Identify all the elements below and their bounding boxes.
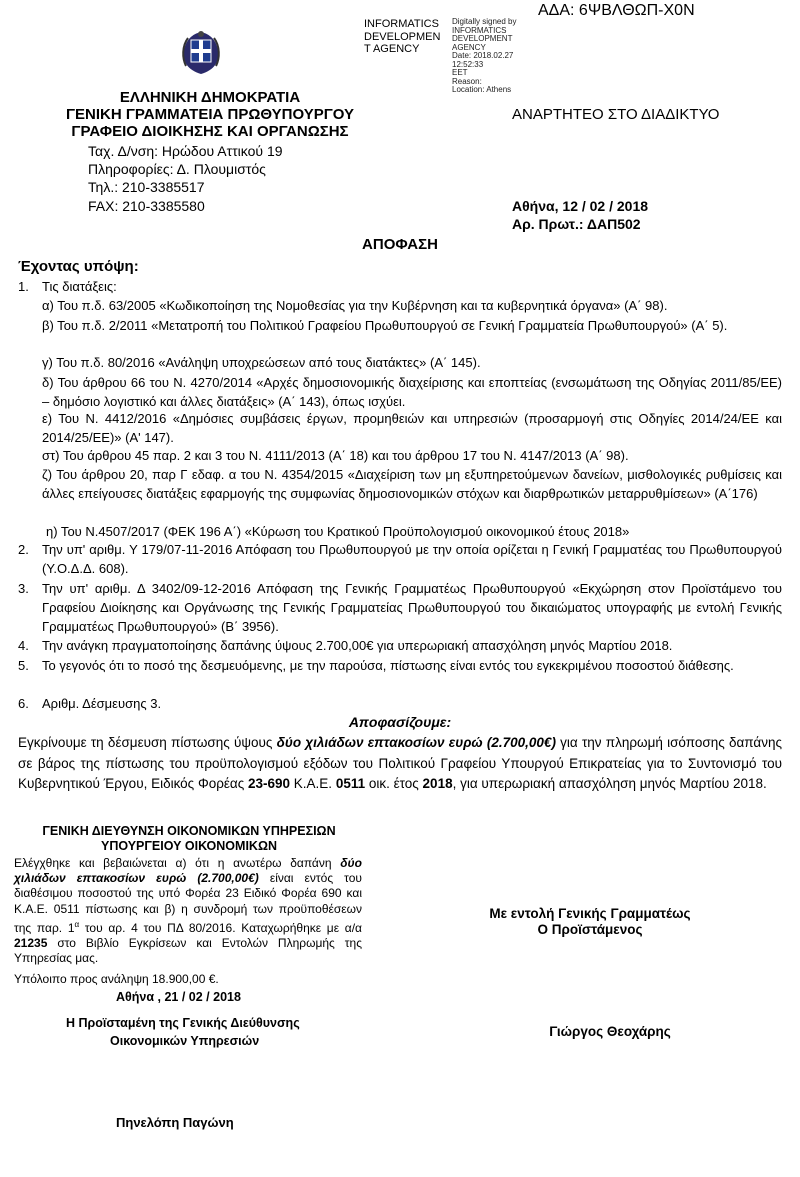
signature-details	[452, 18, 534, 95]
header-secretariat: ΓΕΝΙΚΗ ΓΡΑΜΜΑΤΕΙΑ ΠΡΩΘΥΠΟΥΡΓΟΥ	[66, 106, 354, 123]
decision-year: 2018	[422, 776, 453, 791]
decision-part: οικ. έτος	[365, 776, 423, 791]
finance-superscript: α	[74, 919, 80, 929]
remaining-balance: Υπόλοιπο προς ανάληψη 18.900,00 €.	[14, 972, 219, 986]
decision-text	[18, 733, 782, 795]
fax: FAX: 210-3385580	[88, 198, 205, 214]
sub-item-e: ε) Του Ν. 4412/2016 «Δημόσιες συμβάσεις έργων, προμηθειών και υπηρεσιών (προσαρμογή στις Οδηγίες 2014/24/ΕΕ και 2014/25/ΕΕ)» (Α' 147).	[42, 411, 782, 445]
item-text: Το γεγονός ότι το ποσό της δεσμευόμενης, με την παρούσα, πίστωσης είναι εντός του εγκεκριμένου ποσοστού διάθεσης.	[42, 658, 734, 673]
ada-number: ΑΔΑ: 6ΨΒΛΘΩΠ-Χ0Ν	[538, 2, 695, 19]
finance-verification-text	[14, 856, 362, 966]
decision-part: , για υπερωριακή απασχόληση μηνός Μαρτίου 2018.	[452, 776, 767, 791]
sub-item-b: β) Του π.δ. 2/2011 «Μετατροπή του Πολιτικού Γραφείου Πρωθυπουργού σε Γενική Γραμματεία Πρωθυπουργού» (Α΄ 5).	[42, 318, 728, 333]
sig-detail: Location: Athens	[452, 85, 512, 94]
sub-item-d: δ) Του άρθρου 66 του Ν. 4270/2014 «Αρχές δημοσιονομικής διαχείρισης και εποπτείας (ενσωμάτωση της Οδηγίας 2011/85/ΕΕ) – δημόσιο λογιστικό και άλλες διατάξεις» (Α΄ 143), όπως ισχύει.	[42, 375, 782, 409]
sub-item-z: ζ) Του άρθρου 20, παρ Γ εδαφ. α του Ν. 4354/2015 «Διαχείριση των μη εξυπηρετούμενων δανείων, μισθολογικές ρυθμίσεις και άλλες επείγουσες διατάξεις εφαρμογής της συμφωνίας δημοσιονομικών στόχων και διαρθρωτικών μεταρρυθμίσεων» (Α΄176)	[42, 467, 782, 501]
item-number: 2.	[18, 542, 29, 557]
signer-line: T AGENCY	[364, 43, 420, 55]
order-line-2: Ο Προϊστάμενος	[537, 922, 643, 937]
finance-heading-2: ΥΠΟΥΡΓΕΙΟΥ ΟΙΚΟΝΟΜΙΚΩΝ	[100, 839, 277, 853]
decision-kae: 0511	[335, 776, 366, 791]
sub-item-a: α) Του π.δ. 63/2005 «Κωδικοποίηση της Νομοθεσίας για την Κυβέρνηση και τα κυβερνητικά όργανα» (Α΄ 98).	[42, 298, 668, 313]
item-number: 6.	[18, 696, 29, 711]
decision-heading: Αποφασίζουμε:	[348, 714, 452, 730]
item-number: 3.	[18, 581, 29, 596]
decision-part: Εγκρίνουμε τη δέσμευση πίστωσης ύψους	[18, 735, 277, 750]
address: Ταχ. Δ/νση: Ηρώδου Αττικού 19	[88, 143, 283, 159]
finance-part: στο Βιβλίο Εγκρίσεων και Εντολών Πληρωμής της Υπηρεσίας μας.	[14, 936, 362, 966]
sig-detail: Reason:	[452, 76, 482, 86]
decision-part: για την πληρωμή ισόποσης δαπάνης σε βάρος της πίστωσης του προϋπολογισμού εξόδων του Πολιτικού Γραφείου Υπουργού Επικρατείας για το Συντονισμό του Κυβερνητικού Έργου, Ειδικός Φορέας	[18, 735, 782, 791]
telephone: Τηλ.: 210-3385517	[88, 179, 205, 195]
document-title: ΑΠΟΦΑΣΗ	[362, 236, 438, 253]
decision-part: Κ.Α.Ε.	[290, 776, 336, 791]
item-number: 1.	[18, 279, 29, 294]
finance-entry-number: 21235	[14, 936, 48, 951]
document-date: Αθήνα, 12 / 02 / 2018	[512, 198, 649, 214]
sig-detail: Date: 2018.02.27 12:52:33	[452, 51, 514, 69]
item-text: Την ανάγκη πραγματοποίησης δαπάνης ύψους 2.700,00€ για υπερωριακή απασχόληση μηνός Μαρτίου 2018.	[42, 638, 673, 653]
sig-detail: INFORMATICS	[452, 25, 507, 35]
signature-signer	[364, 18, 440, 56]
item-text: Την υπ' αριθμ. Υ 179/07-11-2016 Απόφαση του Πρωθυπουργού με την οποία ορίζεται η Γενική Γραμματέας του Πρωθυπουργού (Υ.Ο.Δ.Δ. 608).	[42, 542, 782, 576]
coat-of-arms-icon	[178, 26, 224, 76]
post-online-label: ΑΝΑΡΤΗΤΕΟ ΣΤΟ ΔΙΑΔΙΚΤΥΟ	[512, 106, 720, 123]
finance-part: είναι εντός του διαθέσιμου ποσοστού της υπό Φορέα 23 Ειδικό Φορέα 690 και Κ.Α.Ε. 0511 πίστωσης και β) η συνδρομή των προϋποθέσεων της παρ. 1	[14, 871, 362, 935]
protocol-number: Αρ. Πρωτ.: ΔΑΠ502	[512, 216, 641, 232]
info-contact: Πληροφορίες: Δ. Πλουμιστός	[88, 161, 266, 177]
finance-signatory: Πηνελόπη Παγώνη	[116, 1115, 234, 1130]
sub-item-h: η) Του Ν.4507/2017 (ΦΕΚ 196 Α΄) «Κύρωση του Κρατικού Προϋπολογισμού οικονομικού έτους 2018»	[46, 524, 630, 539]
item-number: 5.	[18, 658, 29, 673]
finance-date: Αθήνα , 21 / 02 / 2018	[116, 990, 241, 1004]
finance-heading-1: ΓΕΝΙΚΗ ΔΙΕΥΘΥΝΣΗ ΟΙΚΟΝΟΜΙΚΩΝ ΥΠΗΡΕΣΙΩΝ	[42, 824, 336, 838]
considering-heading: Έχοντας υπόψη:	[18, 258, 139, 275]
sig-detail: DEVELOPMENT AGENCY	[452, 34, 513, 52]
finance-part: του αρ. 4 του ΠΔ 80/2016. Καταχωρήθηκε με α/α	[79, 920, 362, 935]
decision-amount: δύο χιλιάδων επτακοσίων ευρώ (2.700,00€)	[276, 735, 556, 750]
order-signatory: Γιώργος Θεοχάρης	[549, 1024, 671, 1039]
order-line-1: Με εντολή Γενικής Γραμματέως	[489, 906, 691, 921]
signer-line: DEVELOPMEN	[364, 30, 441, 43]
signer-line: INFORMATICS	[364, 18, 439, 30]
finance-part: Ελέγχθηκε και βεβαιώνεται α) ότι η ανωτέρω δαπάνη	[14, 856, 332, 870]
finance-role-2: Οικονομικών Υπηρεσιών	[110, 1034, 260, 1048]
item-text: Αριθμ. Δέσμευσης 3.	[42, 696, 162, 711]
sig-detail: Digitally signed by	[452, 17, 517, 26]
sig-detail: EET	[452, 68, 468, 77]
item-text: Τις διατάξεις:	[42, 279, 117, 294]
digital-signature	[364, 16, 534, 94]
header-republic: ΕΛΛΗΝΙΚΗ ΔΗΜΟΚΡΑΤΙΑ	[119, 89, 301, 106]
sub-item-st: στ) Του άρθρου 45 παρ. 2 και 3 του Ν. 4111/2013 (Α΄ 18) και του άρθρου 17 του Ν. 4147/2013 (Α΄ 98).	[42, 448, 629, 463]
finance-amount: δύο χιλιάδων επτακοσίων ευρώ (2.700,00€)	[14, 856, 362, 886]
decision-agency: 23-690	[247, 776, 291, 791]
finance-role-1: Η Προϊσταμένη της Γενικής Διεύθυνσης	[66, 1016, 300, 1030]
item-number: 4.	[18, 638, 29, 653]
header-office: ΓΡΑΦΕΙΟ ΔΙΟΙΚΗΣΗΣ ΚΑΙ ΟΡΓΑΝΩΣΗΣ	[71, 123, 349, 140]
sub-item-c: γ) Του π.δ. 80/2016 «Ανάληψη υποχρεώσεων από τους διατάκτες» (Α΄ 145).	[42, 355, 481, 370]
item-text: Την υπ' αριθμ. Δ 3402/09-12-2016 Απόφαση της Γενικής Γραμματέως Πρωθυπουργού «Εκχώρηση στον Προϊστάμενο του Γραφείου Διοίκησης και Οργάνωσης της Γενικής Γραμματείας Πρωθυπουργού του δικαιώματος υπογραφής με εντολή Γενικής Γραμματέως Πρωθυπουργού» (Β΄ 3956).	[42, 581, 782, 634]
